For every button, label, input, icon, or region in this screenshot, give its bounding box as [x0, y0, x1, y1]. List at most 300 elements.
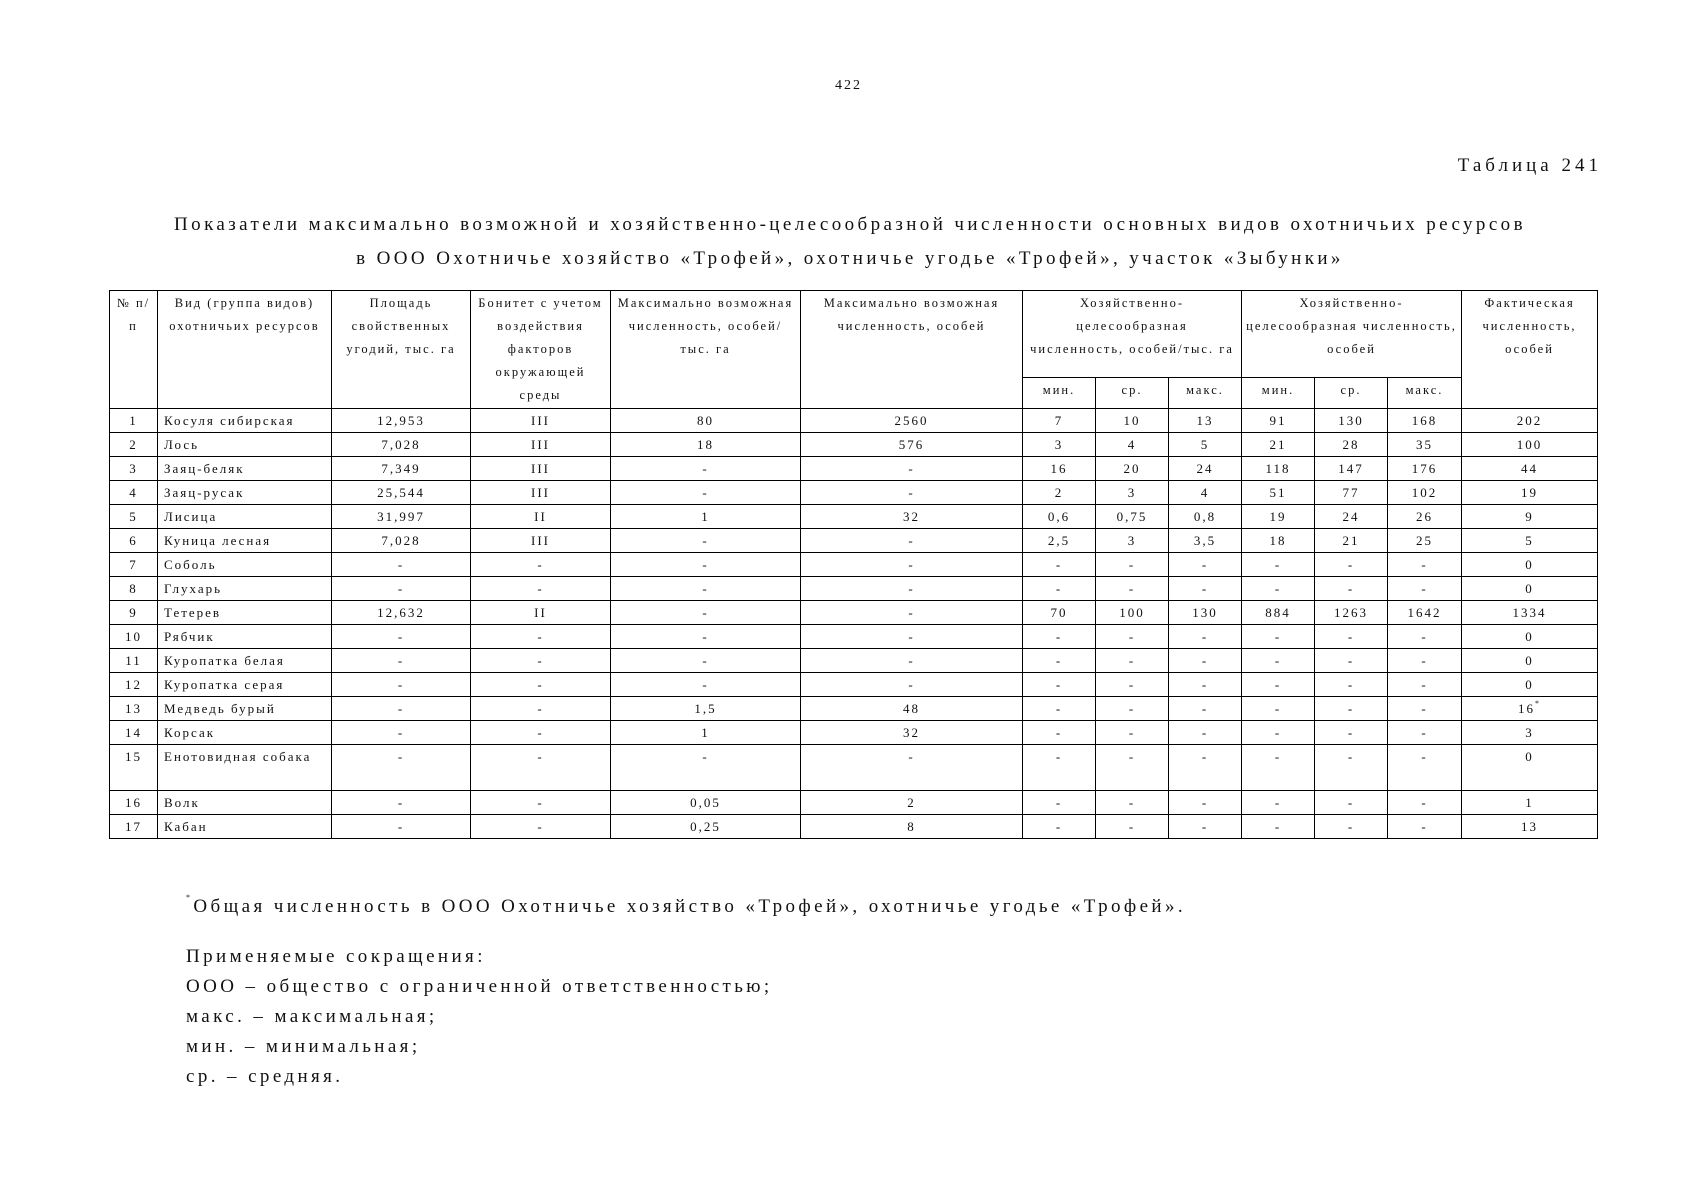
cell-num-value: 16	[125, 795, 142, 810]
cell-count-avg-value: 130	[1338, 413, 1364, 428]
cell-count-max-value: 102	[1411, 485, 1438, 500]
cell-density-avg	[1096, 529, 1169, 553]
cell-count-max	[1388, 649, 1462, 673]
header-density-avg: ср.	[1096, 377, 1169, 408]
cell-bonitet	[471, 625, 611, 649]
cell-max-density	[611, 625, 801, 649]
cell-density-min	[1023, 505, 1096, 529]
cell-density-avg	[1096, 601, 1169, 625]
cell-actual	[1462, 697, 1598, 721]
cell-density-min	[1023, 697, 1096, 721]
cell-density-max	[1169, 529, 1242, 553]
cell-density-min-value: 70	[1050, 605, 1068, 620]
cell-density-min	[1023, 601, 1096, 625]
cell-count-max-value: -	[1421, 653, 1428, 668]
cell-bonitet-value: -	[537, 795, 544, 810]
table-row	[110, 745, 1598, 791]
cell-area-value: 7,349	[381, 461, 421, 476]
cell-area	[332, 577, 471, 601]
cell-species-value: Заяц-русак	[164, 485, 245, 500]
cell-count-avg	[1315, 481, 1388, 505]
cell-density-avg-value: 10	[1123, 413, 1141, 428]
abbreviation-ooo: ООО – общество с ограниченной ответственностью;	[186, 976, 773, 997]
cell-num	[110, 433, 158, 457]
cell-max-count-value: -	[908, 653, 915, 668]
cell-density-max	[1169, 625, 1242, 649]
cell-num	[110, 505, 158, 529]
cell-max-density-value: 1,5	[694, 701, 717, 716]
numbers-table	[109, 290, 1598, 839]
cell-num	[110, 529, 158, 553]
cell-actual-value: 19	[1521, 485, 1539, 500]
cell-density-avg	[1096, 457, 1169, 481]
cell-max-density-value: 18	[697, 437, 714, 452]
cell-species-value: Куропатка белая	[164, 653, 285, 668]
cell-max-count-value: -	[908, 629, 915, 644]
cell-num	[110, 791, 158, 815]
cell-density-min	[1023, 745, 1096, 791]
cell-actual-value: 0	[1525, 653, 1534, 668]
cell-max-count-value: 2	[907, 795, 916, 810]
cell-bonitet	[471, 481, 611, 505]
cell-density-avg	[1096, 721, 1169, 745]
cell-density-max-value: 130	[1192, 605, 1218, 620]
cell-bonitet	[471, 553, 611, 577]
table-row	[110, 433, 1598, 457]
cell-species-value: Корсак	[164, 725, 216, 740]
cell-count-avg	[1315, 577, 1388, 601]
cell-max-density-value: -	[702, 557, 709, 572]
cell-actual	[1462, 673, 1598, 697]
cell-density-max-value: -	[1201, 653, 1209, 668]
cell-actual-value: 0	[1525, 629, 1534, 644]
cell-density-min-value: -	[1055, 749, 1063, 764]
cell-max-count-value: -	[908, 557, 915, 572]
cell-max-count	[801, 649, 1023, 673]
cell-num	[110, 577, 158, 601]
cell-density-min-value: -	[1055, 701, 1063, 716]
cell-density-max	[1169, 505, 1242, 529]
cell-species-value: Лось	[164, 437, 200, 452]
cell-max-count-value: 32	[903, 725, 920, 740]
cell-max-density-value: -	[702, 653, 709, 668]
cell-density-avg	[1096, 409, 1169, 433]
cell-actual	[1462, 745, 1598, 791]
cell-max-count-value: 32	[903, 509, 920, 524]
cell-density-max-value: 0,8	[1193, 509, 1217, 524]
cell-count-min	[1242, 625, 1315, 649]
cell-count-avg	[1315, 745, 1388, 791]
cell-density-avg	[1096, 577, 1169, 601]
title-line-2: в ООО Охотничье хозяйство «Трофей», охотничье угодье «Трофей», участок «Зыбунки»	[356, 248, 1344, 269]
cell-count-max	[1388, 433, 1462, 457]
cell-actual-value: 0	[1525, 677, 1534, 692]
cell-species-value: Косуля сибирская	[164, 413, 295, 428]
cell-count-min-value: -	[1274, 795, 1282, 810]
cell-count-min-value: 18	[1269, 533, 1287, 548]
cell-density-min-value: 0,6	[1047, 509, 1071, 524]
cell-density-max-value: -	[1201, 701, 1209, 716]
cell-max-density	[611, 601, 801, 625]
cell-max-density	[611, 697, 801, 721]
cell-max-density-value: -	[702, 533, 709, 548]
cell-density-min	[1023, 457, 1096, 481]
cell-density-avg	[1096, 553, 1169, 577]
cell-max-count	[801, 481, 1023, 505]
cell-max-density-value: 80	[697, 413, 714, 428]
cell-area	[332, 721, 471, 745]
cell-count-min-value: 884	[1265, 605, 1291, 620]
cell-count-min	[1242, 745, 1315, 791]
cell-max-count	[801, 791, 1023, 815]
table-row	[110, 457, 1598, 481]
cell-count-min	[1242, 815, 1315, 839]
cell-count-min	[1242, 697, 1315, 721]
cell-bonitet	[471, 649, 611, 673]
cell-num-value: 9	[129, 605, 138, 620]
cell-count-min	[1242, 433, 1315, 457]
cell-count-max-value: 26	[1416, 509, 1433, 524]
cell-area-value: 12,953	[377, 413, 425, 428]
cell-bonitet-value: -	[537, 749, 544, 764]
cell-bonitet	[471, 457, 611, 481]
cell-density-min	[1023, 433, 1096, 457]
cell-count-max	[1388, 625, 1462, 649]
cell-max-count	[801, 697, 1023, 721]
cell-density-min-value: -	[1055, 653, 1063, 668]
cell-max-density-value: 0,05	[690, 795, 721, 810]
cell-count-avg-value: -	[1347, 701, 1355, 716]
table-title	[80, 208, 1620, 276]
cell-area-value: -	[397, 653, 405, 668]
cell-density-max	[1169, 745, 1242, 791]
cell-num	[110, 673, 158, 697]
cell-density-avg	[1096, 697, 1169, 721]
cell-species	[158, 433, 332, 457]
cell-species-value: Рябчик	[164, 629, 215, 644]
cell-density-avg	[1096, 815, 1169, 839]
cell-count-min-value: 51	[1269, 485, 1287, 500]
cell-density-max-value: 5	[1200, 437, 1210, 452]
cell-density-min-value: -	[1055, 677, 1063, 692]
cell-bonitet-value: -	[537, 819, 544, 834]
cell-max-count	[801, 553, 1023, 577]
cell-species-value: Заяц-беляк	[164, 461, 245, 476]
cell-count-max	[1388, 673, 1462, 697]
cell-count-avg	[1315, 673, 1388, 697]
cell-max-density	[611, 409, 801, 433]
cell-max-count-value: -	[908, 461, 915, 476]
cell-count-min	[1242, 529, 1315, 553]
cell-num-value: 14	[125, 725, 142, 740]
cell-max-density-value: 0,25	[690, 819, 721, 834]
cell-num	[110, 625, 158, 649]
abbreviations-heading: Применяемые сокращения:	[186, 946, 486, 967]
cell-max-count	[801, 433, 1023, 457]
cell-count-avg-value: -	[1347, 795, 1355, 810]
cell-species-value: Соболь	[164, 557, 217, 572]
cell-species	[158, 625, 332, 649]
cell-count-avg-value: 77	[1342, 485, 1360, 500]
header-eco-density: Хозяйственно-целесообразная численность, особей/тыс. га	[1023, 291, 1242, 378]
page-number: 422	[835, 78, 862, 93]
cell-actual	[1462, 505, 1598, 529]
cell-density-min	[1023, 791, 1096, 815]
cell-density-min-value: -	[1055, 819, 1063, 834]
cell-count-max	[1388, 601, 1462, 625]
cell-density-avg	[1096, 791, 1169, 815]
table-row	[110, 601, 1598, 625]
cell-density-max	[1169, 815, 1242, 839]
cell-count-min	[1242, 505, 1315, 529]
cell-count-avg-value: -	[1347, 819, 1355, 834]
cell-max-density	[611, 815, 801, 839]
cell-count-max	[1388, 721, 1462, 745]
cell-density-avg-value: -	[1128, 701, 1136, 716]
cell-count-max-value: -	[1421, 795, 1428, 810]
cell-density-min	[1023, 673, 1096, 697]
cell-area-value: -	[397, 725, 405, 740]
cell-count-avg	[1315, 721, 1388, 745]
cell-density-avg-value: -	[1128, 581, 1136, 596]
cell-density-max	[1169, 433, 1242, 457]
cell-max-count	[801, 529, 1023, 553]
cell-max-density	[611, 673, 801, 697]
cell-area-value: -	[397, 795, 405, 810]
cell-count-min	[1242, 577, 1315, 601]
cell-area-value: 12,632	[377, 605, 425, 620]
cell-count-avg-value: 147	[1338, 461, 1364, 476]
cell-bonitet-value: -	[537, 653, 544, 668]
table-row	[110, 673, 1598, 697]
cell-bonitet-value: -	[537, 677, 544, 692]
table-row	[110, 791, 1598, 815]
table-header	[110, 291, 1598, 409]
cell-max-density-value: -	[702, 629, 709, 644]
cell-actual-value: 13	[1521, 819, 1539, 834]
cell-area	[332, 481, 471, 505]
cell-area	[332, 815, 471, 839]
cell-count-avg-value: 28	[1342, 437, 1360, 452]
cell-count-min-value: -	[1274, 653, 1282, 668]
cell-count-min-value: -	[1274, 557, 1282, 572]
cell-density-max-value: -	[1201, 795, 1209, 810]
cell-count-min-value: -	[1274, 725, 1282, 740]
cell-actual	[1462, 625, 1598, 649]
cell-actual	[1462, 553, 1598, 577]
cell-density-max	[1169, 673, 1242, 697]
cell-density-avg-value: -	[1128, 557, 1136, 572]
cell-actual-value: 100	[1516, 437, 1543, 452]
cell-area	[332, 433, 471, 457]
cell-count-min	[1242, 457, 1315, 481]
abbreviation-max: макс. – максимальная;	[186, 1006, 438, 1027]
cell-max-density-value: -	[702, 485, 709, 500]
cell-max-density-value: -	[702, 461, 709, 476]
cell-count-avg-value: -	[1347, 725, 1355, 740]
cell-max-density	[611, 481, 801, 505]
header-count-max: макс.	[1388, 377, 1462, 408]
cell-area-value: -	[397, 677, 405, 692]
footnote-reference: *	[1535, 699, 1542, 708]
cell-density-avg-value: -	[1128, 725, 1136, 740]
cell-density-min	[1023, 553, 1096, 577]
cell-area-value: -	[397, 819, 405, 834]
cell-area-value: 25,544	[377, 485, 425, 500]
cell-density-max	[1169, 649, 1242, 673]
cell-count-min	[1242, 649, 1315, 673]
cell-density-max	[1169, 601, 1242, 625]
table-row	[110, 625, 1598, 649]
cell-actual-value: 3	[1525, 725, 1534, 740]
cell-bonitet	[471, 529, 611, 553]
cell-max-density-value: -	[702, 749, 709, 764]
cell-bonitet	[471, 505, 611, 529]
cell-actual	[1462, 721, 1598, 745]
cell-count-min-value: -	[1274, 749, 1282, 764]
cell-species-value: Медведь бурый	[164, 701, 276, 716]
cell-count-min-value: 19	[1269, 509, 1287, 524]
cell-count-max-value: -	[1421, 677, 1428, 692]
cell-actual	[1462, 815, 1598, 839]
cell-max-density	[611, 721, 801, 745]
cell-density-avg-value: -	[1128, 795, 1136, 810]
cell-count-min-value: -	[1274, 581, 1282, 596]
cell-density-max-value: 24	[1196, 461, 1214, 476]
cell-density-avg	[1096, 673, 1169, 697]
cell-bonitet-value: III	[531, 461, 550, 476]
cell-area	[332, 409, 471, 433]
cell-bonitet-value: III	[531, 533, 550, 548]
cell-count-min	[1242, 481, 1315, 505]
table-row	[110, 697, 1598, 721]
cell-area-value: 31,997	[377, 509, 425, 524]
cell-count-max-value: -	[1421, 749, 1428, 764]
cell-count-avg	[1315, 457, 1388, 481]
cell-num-value: 8	[129, 581, 138, 596]
cell-count-avg	[1315, 601, 1388, 625]
table-row	[110, 721, 1598, 745]
cell-max-density-value: 1	[701, 725, 710, 740]
cell-bonitet-value: -	[537, 725, 544, 740]
cell-density-avg	[1096, 433, 1169, 457]
cell-max-count	[801, 505, 1023, 529]
cell-num-value: 15	[125, 749, 142, 764]
table-row	[110, 577, 1598, 601]
cell-max-count-value: -	[908, 533, 915, 548]
cell-max-count	[801, 601, 1023, 625]
cell-max-density	[611, 529, 801, 553]
table-row	[110, 649, 1598, 673]
header-actual: Фактическая численность, особей	[1462, 291, 1598, 409]
cell-count-avg-value: -	[1347, 581, 1355, 596]
cell-count-min-value: 118	[1265, 461, 1291, 476]
cell-area	[332, 673, 471, 697]
cell-actual-value: 1	[1525, 795, 1534, 810]
cell-count-avg	[1315, 409, 1388, 433]
cell-density-min	[1023, 409, 1096, 433]
cell-count-max	[1388, 697, 1462, 721]
cell-density-max-value: 4	[1200, 485, 1210, 500]
cell-actual-value: 16	[1518, 701, 1536, 716]
cell-count-min-value: -	[1274, 677, 1282, 692]
cell-density-min-value: 2,5	[1047, 533, 1071, 548]
cell-max-density	[611, 577, 801, 601]
cell-num	[110, 457, 158, 481]
cell-count-min-value: -	[1274, 819, 1282, 834]
cell-density-max	[1169, 481, 1242, 505]
cell-num	[110, 649, 158, 673]
cell-actual-value: 44	[1521, 461, 1539, 476]
cell-actual-value: 5	[1525, 533, 1534, 548]
cell-area-value: -	[397, 581, 405, 596]
cell-max-count-value: 2560	[894, 413, 929, 428]
cell-density-max	[1169, 457, 1242, 481]
cell-actual	[1462, 791, 1598, 815]
cell-density-min	[1023, 815, 1096, 839]
cell-max-density	[611, 553, 801, 577]
cell-count-avg	[1315, 815, 1388, 839]
cell-count-max-value: -	[1421, 725, 1428, 740]
cell-count-min-value: 21	[1269, 437, 1287, 452]
cell-area-value: 7,028	[381, 533, 421, 548]
cell-actual	[1462, 433, 1598, 457]
cell-max-count-value: -	[908, 605, 915, 620]
footnote-mark: *	[186, 893, 194, 902]
abbreviation-min: мин. – минимальная;	[186, 1036, 421, 1057]
cell-actual	[1462, 577, 1598, 601]
cell-bonitet	[471, 409, 611, 433]
cell-density-avg-value: -	[1128, 819, 1136, 834]
cell-density-avg-value: -	[1128, 629, 1136, 644]
cell-density-avg	[1096, 625, 1169, 649]
cell-actual-value: 0	[1525, 749, 1534, 764]
cell-count-avg-value: 24	[1342, 509, 1360, 524]
cell-count-max-value: -	[1421, 629, 1428, 644]
cell-species-value: Лисица	[164, 509, 218, 524]
cell-max-count-value: -	[908, 677, 915, 692]
cell-count-max	[1388, 457, 1462, 481]
cell-num-value: 1	[129, 413, 138, 428]
cell-density-avg	[1096, 745, 1169, 791]
cell-area	[332, 697, 471, 721]
table-row	[110, 553, 1598, 577]
cell-count-min	[1242, 553, 1315, 577]
cell-num	[110, 553, 158, 577]
cell-count-max-value: -	[1421, 701, 1428, 716]
cell-actual	[1462, 529, 1598, 553]
header-count-min: мин.	[1242, 377, 1315, 408]
cell-density-max-value: 3,5	[1193, 533, 1217, 548]
cell-density-max-value: -	[1201, 725, 1209, 740]
cell-species	[158, 601, 332, 625]
cell-species	[158, 697, 332, 721]
cell-density-min-value: -	[1055, 795, 1063, 810]
cell-species	[158, 577, 332, 601]
footnote	[186, 892, 1186, 922]
cell-species-value: Енотовидная собака	[164, 749, 312, 764]
cell-count-max-value: -	[1421, 581, 1428, 596]
cell-density-avg-value: -	[1128, 653, 1136, 668]
cell-num	[110, 409, 158, 433]
cell-num-value: 6	[129, 533, 138, 548]
cell-count-max	[1388, 791, 1462, 815]
header-area: Площадь свойственных угодий, тыс. га	[332, 291, 471, 409]
cell-count-avg	[1315, 553, 1388, 577]
cell-density-avg	[1096, 649, 1169, 673]
table-row	[110, 505, 1598, 529]
cell-num-value: 2	[129, 437, 138, 452]
